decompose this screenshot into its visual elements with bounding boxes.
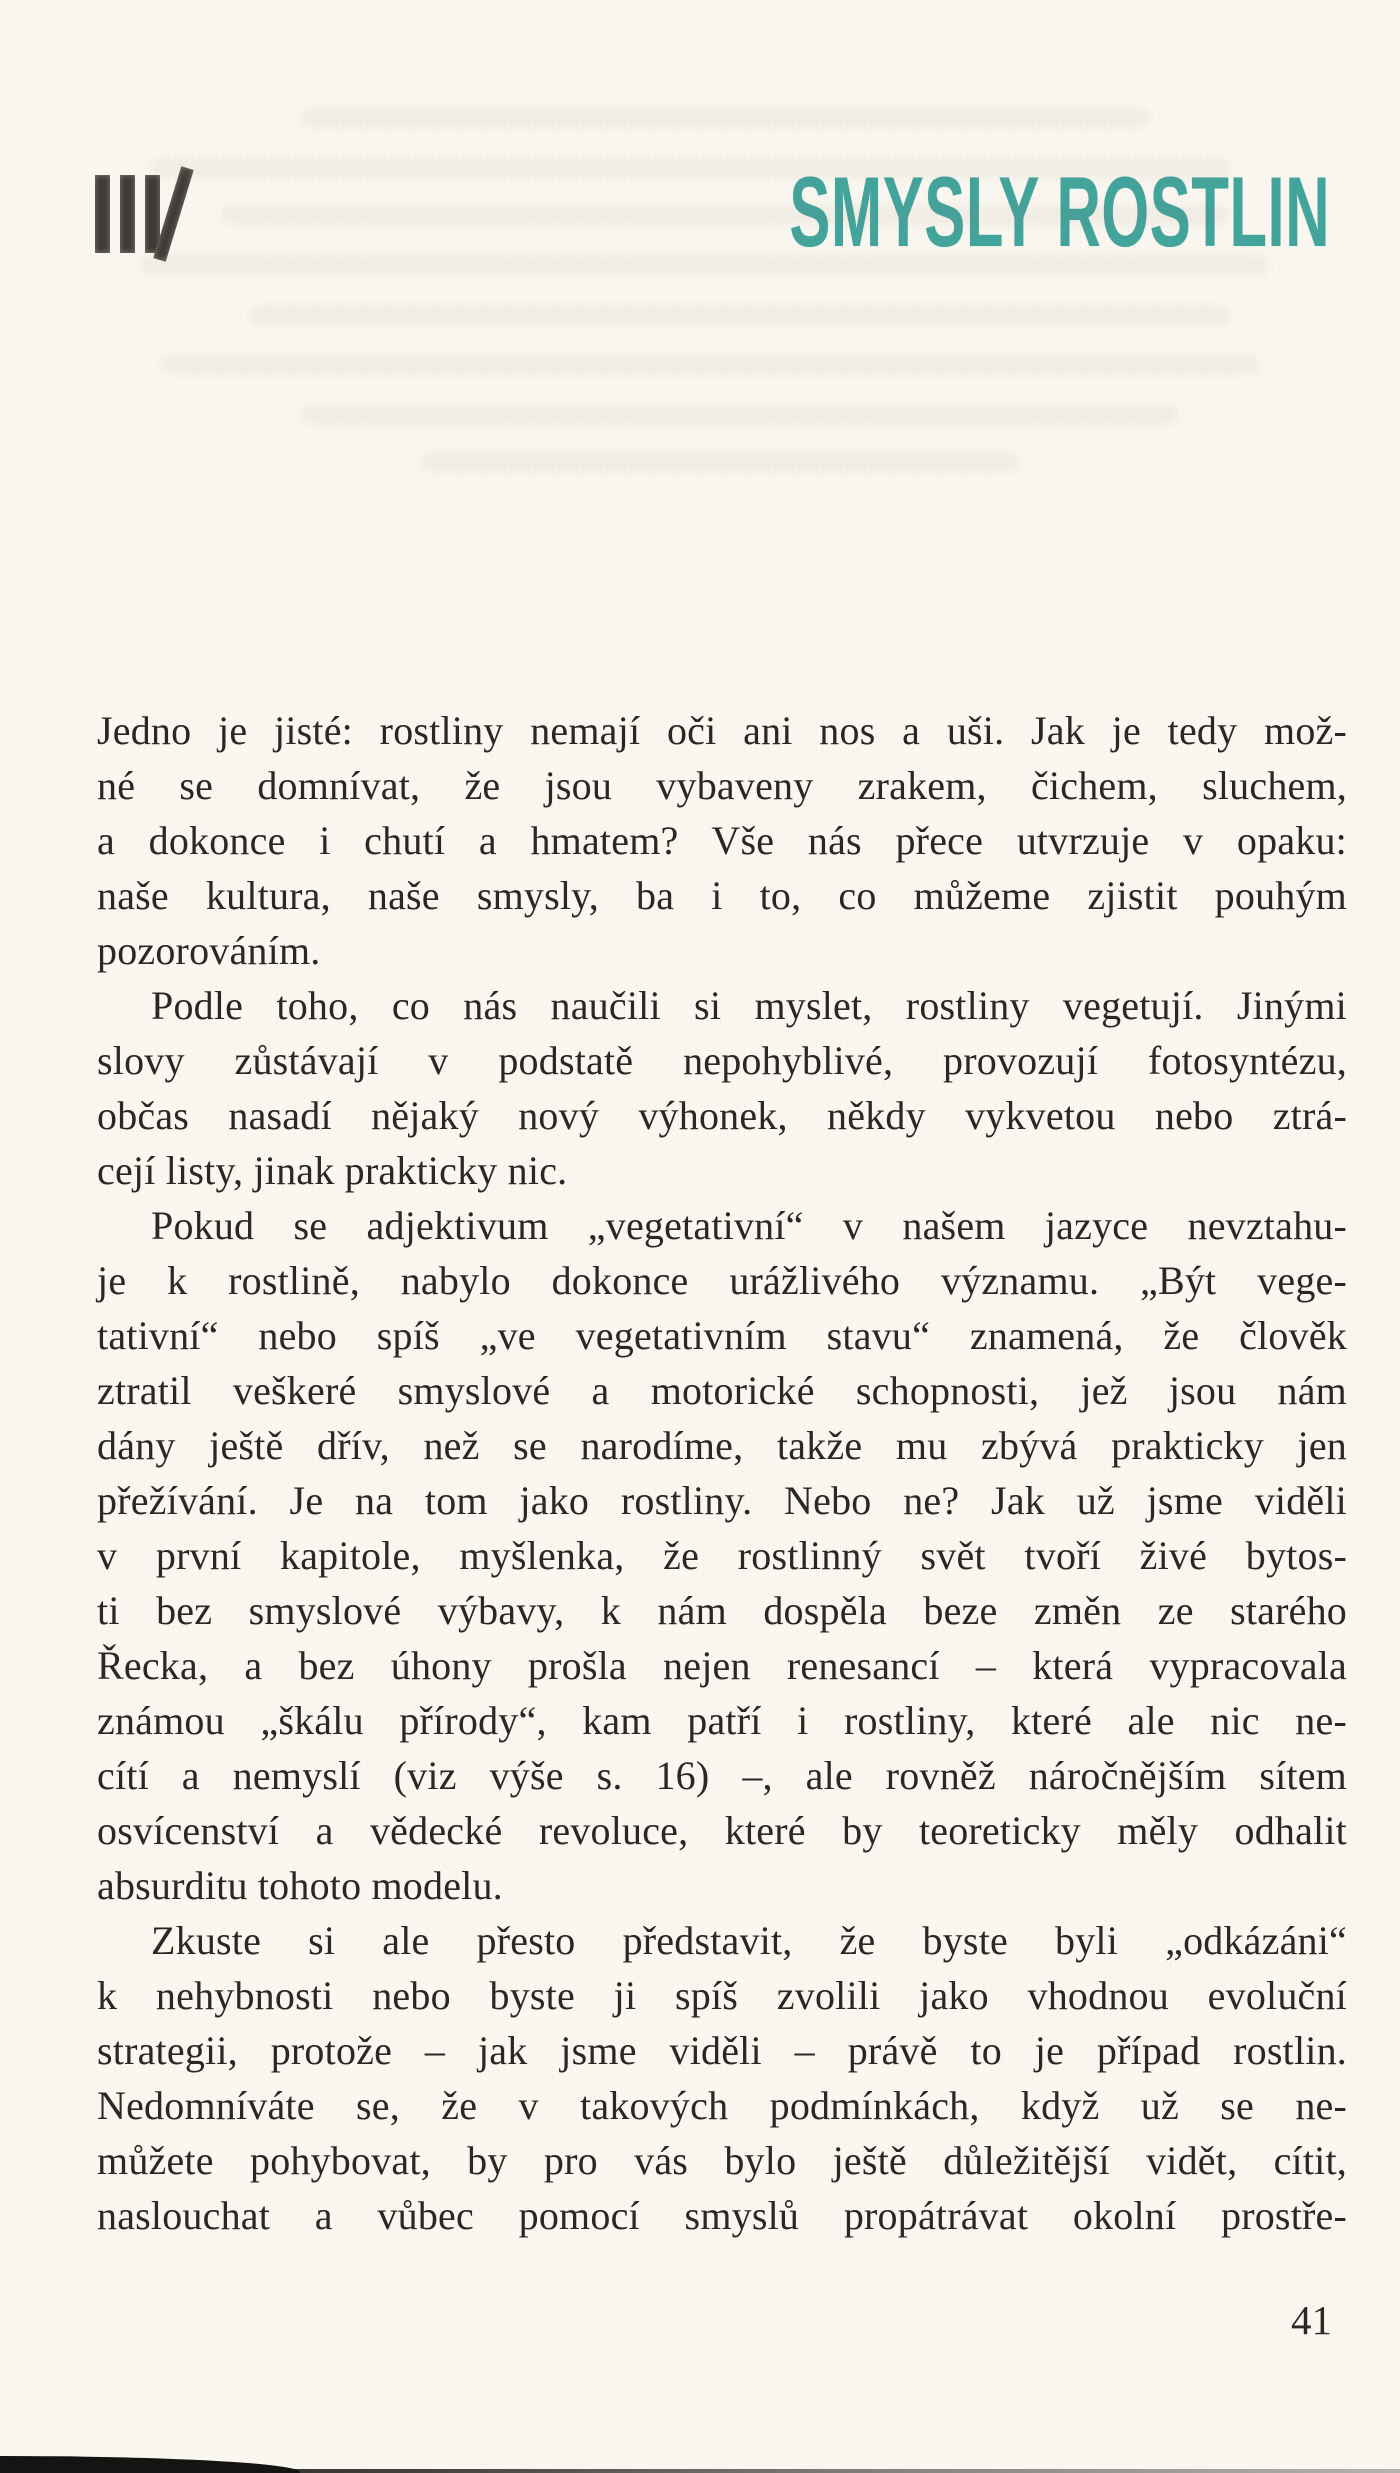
text-line: naše kultura, naše smysly, ba i to, co můžeme zjistit pouhým [97,873,1347,918]
page-showthrough [160,355,1260,375]
text-line: ti bez smyslové výbavy, k nám dospěla beze změn ze starého [97,1588,1347,1633]
text-line: můžete pohybovat, by pro vás bylo ještě důležitější vidět, cítit, [97,2138,1347,2183]
page-showthrough [140,255,1270,275]
chapter-marker [95,173,185,257]
text-line: Zkuste si ale přesto představit, že byste byli „odkázáni“ [151,1918,1347,1963]
scan-corner-shadow [0,2456,300,2473]
text-line: absurditu tohoto modelu. [97,1863,503,1908]
page-showthrough [420,452,1020,472]
text-line: dány ještě dřív, než se narodíme, takže mu zbývá prakticky jen [97,1423,1347,1468]
text-line: cejí listy, jinak prakticky nic. [97,1148,568,1193]
text-line: je k rostlině, nabylo dokonce urážlivého významu. „Být vege- [97,1258,1347,1303]
text-line: ztratil veškeré smyslové a motorické schopnosti, jež jsou nám [97,1368,1347,1413]
text-line: osvícenství a vědecké revoluce, které by teoreticky měly odhalit [97,1808,1347,1853]
text-line: přežívání. Je na tom jako rostliny. Nebo ne? Jak už jsme viděli [97,1478,1347,1523]
page-showthrough [150,158,1230,178]
text-line: Podle toho, co nás naučili si myslet, rostliny vegetují. Jinými [151,983,1347,1028]
page-showthrough [220,205,1230,225]
text-line: občas nasadí nějaký nový výhonek, někdy vykvetou nebo ztrá- [97,1093,1347,1138]
text-line: strategii, protože – jak jsme viděli – právě to je případ rostlin. [97,2028,1347,2073]
text-line: Nedomníváte se, že v takových podmínkách, když už se ne- [97,2083,1347,2128]
text-line: slovy zůstávají v podstatě nepohyblivé, provozují fotosyntézu, [97,1038,1347,1083]
text-line: v první kapitole, myšlenka, že rostlinný svět tvoří živé bytos- [97,1533,1347,1578]
text-line: Jedno je jisté: rostliny nemají oči ani nos a uši. Jak je tedy mož- [97,708,1347,753]
page-showthrough [250,305,1230,325]
page-number: 41 [1291,2297,1332,2343]
text-line: a dokonce i chutí a hmatem? Vše nás přece utvrzuje v opaku: [97,818,1347,863]
text-line: tativní“ nebo spíš „ve vegetativním stavu“ znamená, že člověk [97,1313,1347,1358]
page-showthrough [300,405,1180,425]
body-text [97,703,1347,2243]
text-line: známou „škálu přírody“, kam patří i rostliny, které ale nic ne- [97,1698,1347,1743]
text-line: Řecka, a bez úhony prošla nejen renesancí – která vypracovala [97,1643,1347,1688]
chapter-marker-bar [120,175,135,253]
chapter-title: SMYSLY ROSTLIN [789,156,1330,267]
text-line: cítí a nemyslí (viz výše s. 16) –, ale rovněž náročnějším sítem [97,1753,1347,1798]
page-showthrough [300,108,1150,128]
text-line: Pokud se adjektivum „vegetativní“ v našem jazyce nevztahu- [151,1203,1347,1248]
text-line: naslouchat a vůbec pomocí smyslů propátrávat okolní prostře- [97,2193,1347,2238]
chapter-marker-bar [95,175,110,253]
text-line: né se domnívat, že jsou vybaveny zrakem, čichem, sluchem, [97,763,1347,808]
text-line: pozorováním. [97,928,321,973]
text-line: k nehybnosti nebo byste ji spíš zvolili jako vhodnou evoluční [97,1973,1347,2018]
